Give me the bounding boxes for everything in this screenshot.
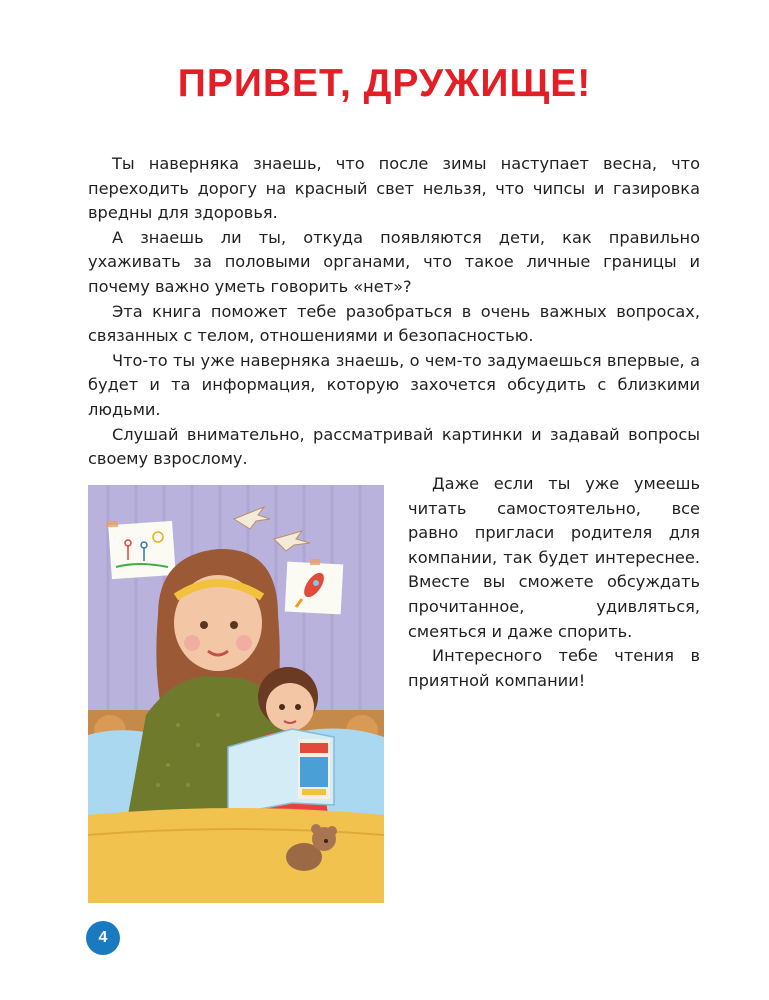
paragraph: Ты наверняка знаешь, что после зимы наступает весна, что переходить дорогу на красный свет нельзя, что чипсы и газировка вредны для здоровья. bbox=[88, 154, 700, 223]
page-number-badge: 4 bbox=[86, 921, 120, 955]
paragraph: Эта книга поможет тебе разобраться в очень важных вопросах, связанных с телом, отношениями и безопасностью. bbox=[88, 301, 700, 346]
intro-text bbox=[88, 152, 700, 472]
wall-drawing-rocket bbox=[285, 559, 344, 614]
paragraph: Слушай внимательно, рассматривай картинки и задавай вопросы своему взрослому. bbox=[88, 424, 700, 469]
side-text bbox=[408, 472, 700, 693]
mother-child-reading-illustration bbox=[88, 485, 384, 903]
wall-drawing-family bbox=[106, 521, 176, 579]
page-title: ПРИВЕТ, ДРУЖИЩЕ! bbox=[177, 62, 592, 105]
paragraph: Даже если ты уже умеешь читать самостоятельно, все равно пригласи родителя для компании, так будет интереснее. Вместе вы сможете обсуждать прочитанное, удивляться, смеяться и даже спорить. bbox=[408, 474, 700, 641]
paragraph: Что-то ты уже наверняка знаешь, о чем-то задумаешься впервые, а будет и та информация, которую захочется обсудить с близкими людьми. bbox=[88, 350, 700, 419]
paragraph: Интересного тебе чтения в приятной компании! bbox=[408, 646, 700, 690]
paragraph: А знаешь ли ты, откуда появляются дети, как правильно ухаживать за половыми органами, что такое личные границы и почему важно уметь говорить «нет»? bbox=[88, 227, 700, 296]
